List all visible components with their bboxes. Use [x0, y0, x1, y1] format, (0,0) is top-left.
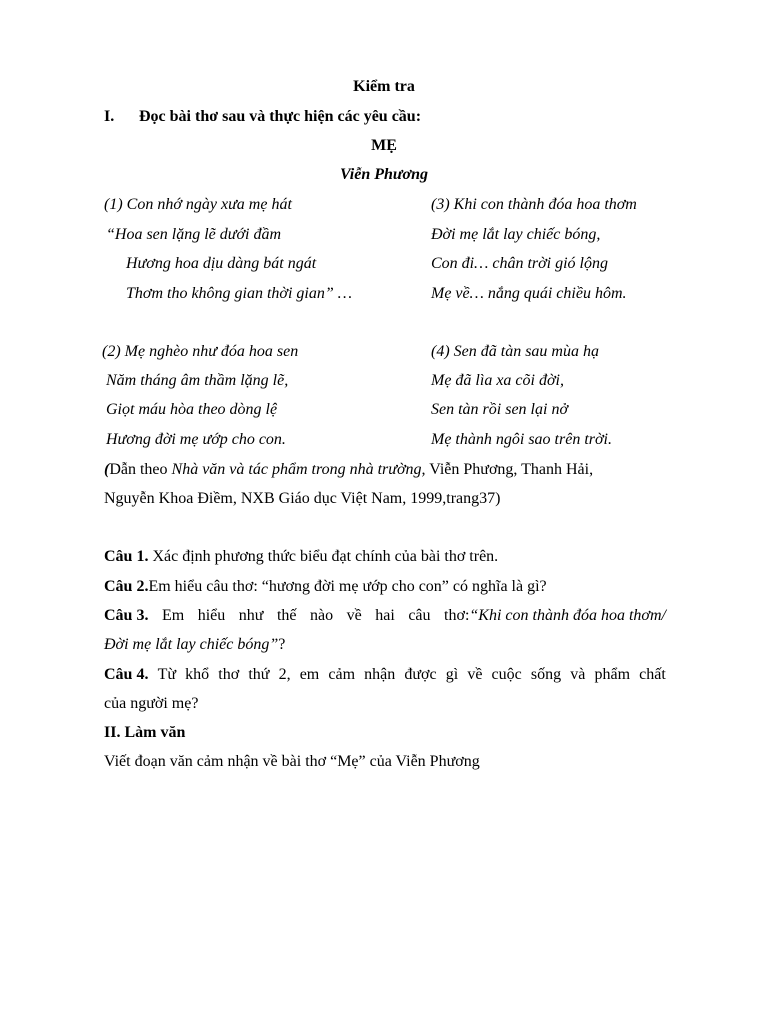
question-3-line-2: [104, 635, 285, 655]
question-3-word-quote-start: thơ:“Khi con thành đóa hoa thơm/: [444, 607, 666, 624]
question-4-word: chất: [639, 666, 666, 683]
stanza-2-line-3: Giọt máu hòa theo dòng lệ: [106, 401, 278, 418]
question-4-word: thơ: [218, 666, 240, 683]
question-4-word: và: [570, 666, 586, 683]
poem-title: MẸ: [371, 137, 397, 154]
question-4-word: khổ: [185, 666, 210, 683]
question-2: [104, 577, 547, 597]
stanza-4-line-4: Mẹ thành ngôi sao trên trời.: [431, 431, 612, 448]
question-3-end: ?: [278, 636, 286, 653]
question-3-word: câu: [408, 607, 431, 624]
stanza-2-line-4: Hương đời mẹ ướp cho con.: [106, 431, 286, 448]
question-4-word: thứ: [248, 666, 270, 683]
stanza-3-line-2: Đời mẹ lắt lay chiếc bóng,: [431, 226, 601, 243]
section-1-number: I.: [104, 108, 115, 125]
source-citation: [104, 460, 593, 480]
question-3-line-1: [104, 606, 666, 626]
source-authors: Viễn Phương, Thanh Hải,: [425, 461, 594, 478]
question-4-label: Câu 4.: [104, 666, 149, 683]
question-3-word: về: [346, 607, 362, 624]
question-3-word: hiểu: [197, 607, 226, 624]
question-4-line-2: của người mẹ?: [104, 695, 199, 712]
question-3-word: nào: [310, 607, 334, 624]
stanza-3-line-1: (3) Khi con thành đóa hoa thơm: [431, 196, 637, 213]
question-3-word: Em: [161, 607, 185, 624]
question-3-label: Câu 3.: [104, 607, 149, 624]
question-4-word: em: [299, 666, 320, 683]
question-4-word: gì: [445, 666, 459, 683]
stanza-4-line-1: (4) Sen đã tàn sau mùa hạ: [431, 343, 599, 360]
stanza-1-line-4: Thơm tho không gian thời gian” …: [126, 285, 352, 302]
source-open-paren: (: [104, 461, 110, 478]
source-book-title: Nhà văn và tác phẩm trong nhà trường,: [171, 461, 426, 478]
question-1-text: Xác định phương thức biểu đạt chính của bài thơ trên.: [148, 548, 499, 565]
stanza-3-line-3: Con đi… chân trời gió lộng: [431, 255, 608, 272]
source-prefix: Dẫn theo: [109, 461, 172, 478]
question-3-word: như: [238, 607, 264, 624]
stanza-4-line-2: Mẹ đã lìa xa cõi đời,: [431, 372, 564, 389]
stanza-3-line-4: Mẹ về… nắng quái chiều hôm.: [431, 285, 627, 302]
question-3-word: thế: [276, 607, 297, 624]
question-2-text: Em hiểu câu thơ: “hương đời mẹ ướp cho con” có nghĩa là gì?: [148, 578, 547, 595]
question-4-word: Từ: [157, 666, 177, 683]
question-1-label: Câu 1.: [104, 548, 149, 565]
question-4-word: nhận: [364, 666, 396, 683]
question-4-word: cuộc: [491, 666, 522, 683]
stanza-4-line-3: Sen tàn rồi sen lại nở: [431, 401, 568, 418]
question-3-word: hai: [375, 607, 395, 624]
question-1: [104, 547, 498, 567]
stanza-1-line-3: Hương hoa dịu dàng bát ngát: [126, 255, 317, 272]
question-4-word: về: [467, 666, 483, 683]
section-2-heading: II. Làm văn: [104, 724, 186, 741]
question-2-label: Câu 2.: [104, 578, 149, 595]
stanza-2-line-1: (2) Mẹ nghèo như đóa hoa sen: [102, 343, 299, 360]
question-4-word: 2,: [278, 666, 291, 683]
stanza-1-line-1: (1) Con nhớ ngày xưa mẹ hát: [104, 196, 292, 213]
question-4-word: cảm: [328, 666, 356, 683]
page-title: Kiểm tra: [353, 78, 415, 95]
source-publisher: Nguyễn Khoa Điềm, NXB Giáo dục Việt Nam, 1999,trang37): [104, 490, 501, 507]
question-3-quote-b: Đời mẹ lắt lay chiếc bóng”: [104, 636, 279, 653]
stanza-2-line-2: Năm tháng âm thầm lặng lẽ,: [106, 372, 289, 389]
question-4-word: phẩm: [594, 666, 631, 683]
question-3-quote-a: “Khi con thành đóa hoa thơm/: [469, 607, 666, 624]
section-2-task: Viết đoạn văn cảm nhận về bài thơ “Mẹ” của Viễn Phương: [104, 753, 480, 770]
stanza-1-line-2: “Hoa sen lặng lẽ dưới đầm: [106, 226, 282, 243]
section-1-heading: Đọc bài thơ sau và thực hiện các yêu cầu:: [139, 108, 422, 125]
question-4-word: sống: [530, 666, 562, 683]
poem-author: Viễn Phương: [340, 166, 428, 183]
question-4-word: được: [404, 666, 437, 683]
question-4-line-1: [104, 665, 666, 685]
